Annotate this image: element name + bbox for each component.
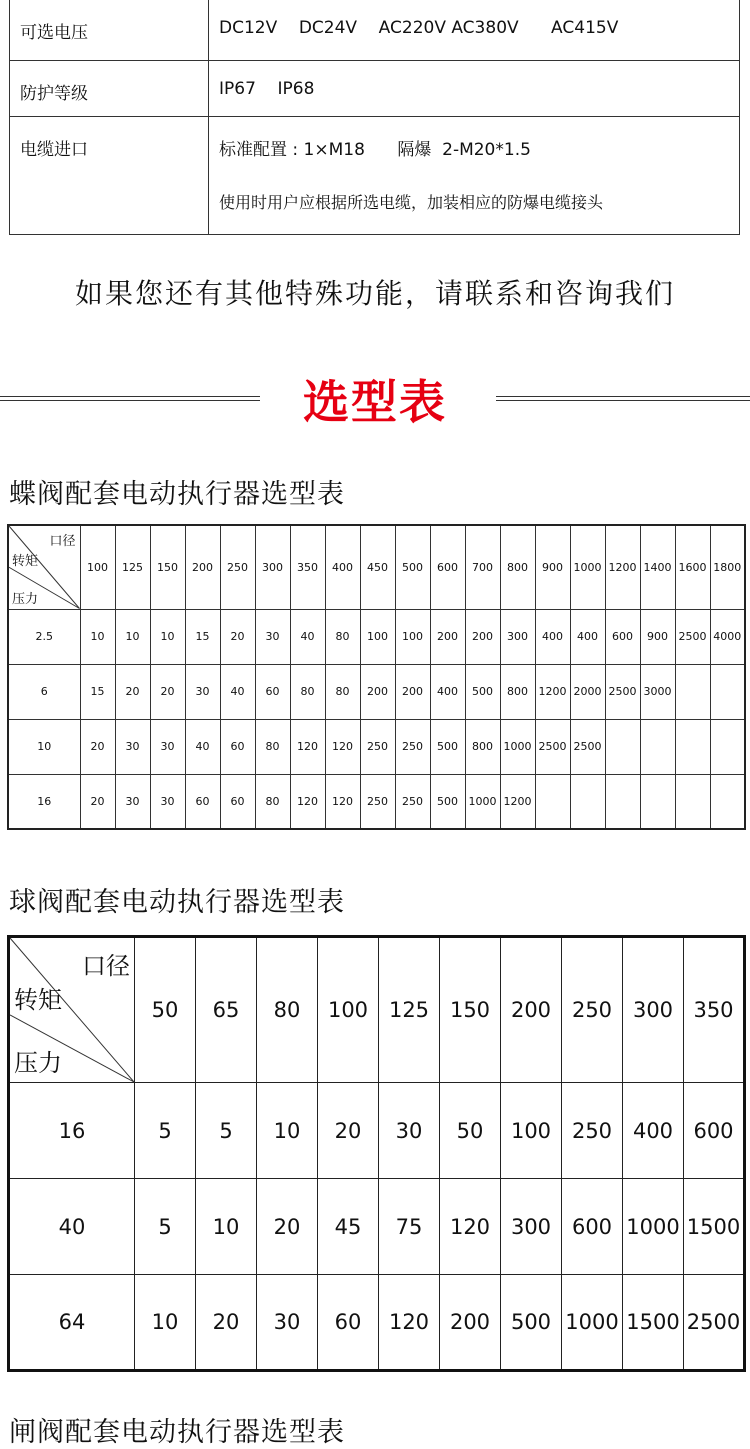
spec-row-voltage	[10, 0, 740, 60]
diameter-header: 800	[500, 525, 535, 609]
diameter-header: 150	[150, 525, 185, 609]
pressure-cell: 16	[9, 1083, 135, 1179]
spec-label: 可选电压	[10, 0, 209, 60]
table-row	[8, 664, 745, 719]
pressure-cell: 40	[9, 1179, 135, 1275]
ball-selection-table	[7, 935, 746, 1372]
torque-cell: 100	[360, 609, 395, 664]
torque-cell: 1500	[623, 1275, 684, 1371]
torque-cell: 5	[196, 1083, 257, 1179]
torque-cell: 30	[150, 774, 185, 829]
torque-cell: 200	[360, 664, 395, 719]
diameter-header: 500	[395, 525, 430, 609]
torque-cell: 60	[185, 774, 220, 829]
torque-cell: 500	[430, 774, 465, 829]
table-corner-header	[9, 937, 135, 1083]
diameter-header: 150	[440, 937, 501, 1083]
torque-cell: 30	[115, 719, 150, 774]
diameter-header: 80	[257, 937, 318, 1083]
torque-cell: 60	[220, 719, 255, 774]
torque-cell	[605, 774, 640, 829]
spec-value-cell	[209, 116, 740, 234]
torque-cell	[570, 774, 605, 829]
torque-cell: 20	[80, 719, 115, 774]
spec-value: 标准配置 : 1×M18 隔爆 2-M20*1.5	[219, 139, 531, 160]
torque-cell: 2500	[605, 664, 640, 719]
diameter-header: 350	[684, 937, 745, 1083]
torque-cell	[710, 719, 745, 774]
diameter-header: 250	[562, 937, 623, 1083]
torque-cell: 2500	[570, 719, 605, 774]
torque-cell: 30	[185, 664, 220, 719]
diameter-header: 400	[325, 525, 360, 609]
diameter-header: 900	[535, 525, 570, 609]
spec-value-note: 使用时用户应根据所选电缆，加装相应的防爆电缆接头	[219, 192, 604, 212]
torque-cell: 250	[562, 1083, 623, 1179]
butterfly-table-title: 蝶阀配套电动执行器选型表	[9, 479, 345, 510]
torque-cell: 20	[80, 774, 115, 829]
torque-cell: 120	[440, 1179, 501, 1275]
table-row	[8, 774, 745, 829]
pressure-cell: 16	[8, 774, 80, 829]
table-row	[9, 1179, 745, 1275]
torque-cell: 80	[325, 664, 360, 719]
torque-cell: 80	[290, 664, 325, 719]
torque-cell: 200	[465, 609, 500, 664]
torque-cell	[640, 774, 675, 829]
spec-label: 防护等级	[10, 60, 209, 116]
torque-cell: 100	[501, 1083, 562, 1179]
diameter-header: 100	[318, 937, 379, 1083]
table-corner-header	[8, 525, 80, 609]
diameter-header: 1000	[570, 525, 605, 609]
spec-value: DC12V DC24V AC220V AC380V AC415V	[209, 0, 740, 60]
torque-cell: 75	[379, 1179, 440, 1275]
spec-table	[9, 0, 740, 235]
torque-cell: 250	[360, 719, 395, 774]
diameter-header: 350	[290, 525, 325, 609]
torque-cell: 15	[185, 609, 220, 664]
torque-cell: 120	[290, 774, 325, 829]
torque-cell: 10	[135, 1275, 196, 1371]
diameter-header: 1800	[710, 525, 745, 609]
torque-cell: 4000	[710, 609, 745, 664]
torque-cell: 1200	[535, 664, 570, 719]
torque-cell: 30	[150, 719, 185, 774]
table-row	[8, 609, 745, 664]
torque-cell: 900	[640, 609, 675, 664]
torque-cell: 120	[325, 719, 360, 774]
table-row	[9, 1083, 745, 1179]
torque-cell: 300	[500, 609, 535, 664]
torque-cell: 60	[318, 1275, 379, 1371]
pressure-cell: 6	[8, 664, 80, 719]
torque-cell: 500	[430, 719, 465, 774]
torque-cell: 250	[395, 719, 430, 774]
torque-cell: 100	[395, 609, 430, 664]
torque-cell: 80	[255, 719, 290, 774]
torque-cell: 50	[440, 1083, 501, 1179]
torque-cell: 15	[80, 664, 115, 719]
torque-cell: 80	[255, 774, 290, 829]
torque-cell	[535, 774, 570, 829]
torque-cell	[710, 664, 745, 719]
corner-pressure-label: 压力	[12, 591, 39, 607]
torque-cell: 30	[255, 609, 290, 664]
torque-cell: 250	[360, 774, 395, 829]
torque-cell: 1200	[500, 774, 535, 829]
torque-cell: 120	[379, 1275, 440, 1371]
gate-table-title: 闸阀配套电动执行器选型表	[9, 1417, 345, 1448]
torque-cell: 40	[185, 719, 220, 774]
torque-cell: 600	[684, 1083, 745, 1179]
corner-diameter-label: 口径	[82, 952, 130, 980]
diameter-header: 300	[623, 937, 684, 1083]
diameter-header: 600	[430, 525, 465, 609]
torque-cell	[640, 719, 675, 774]
diameter-header: 300	[255, 525, 290, 609]
torque-cell: 200	[440, 1275, 501, 1371]
torque-cell	[605, 719, 640, 774]
diameter-header: 700	[465, 525, 500, 609]
torque-cell: 1000	[465, 774, 500, 829]
torque-cell: 5	[135, 1083, 196, 1179]
torque-cell: 20	[196, 1275, 257, 1371]
torque-cell	[675, 719, 710, 774]
table-row	[9, 1275, 745, 1371]
spec-label: 电缆进口	[10, 116, 209, 234]
torque-cell: 300	[501, 1179, 562, 1275]
torque-cell: 10	[196, 1179, 257, 1275]
torque-cell	[675, 774, 710, 829]
section-title: 选型表	[303, 375, 447, 429]
torque-cell: 2000	[570, 664, 605, 719]
diameter-header: 200	[501, 937, 562, 1083]
torque-cell: 30	[115, 774, 150, 829]
divider-right	[496, 396, 750, 401]
torque-cell: 60	[220, 774, 255, 829]
torque-cell: 800	[500, 664, 535, 719]
torque-cell: 1500	[684, 1179, 745, 1275]
corner-torque-label: 转矩	[14, 986, 62, 1014]
torque-cell: 500	[501, 1275, 562, 1371]
pressure-cell: 64	[9, 1275, 135, 1371]
corner-diameter-label: 口径	[49, 534, 76, 549]
torque-cell	[710, 774, 745, 829]
torque-cell: 30	[257, 1275, 318, 1371]
pressure-cell: 2.5	[8, 609, 80, 664]
diameter-header: 100	[80, 525, 115, 609]
torque-cell: 40	[220, 664, 255, 719]
torque-cell: 120	[325, 774, 360, 829]
contact-text: 如果您还有其他特殊功能，请联系和咨询我们	[74, 277, 675, 310]
torque-cell: 20	[115, 664, 150, 719]
torque-cell: 200	[430, 609, 465, 664]
torque-cell	[675, 664, 710, 719]
torque-cell: 20	[318, 1083, 379, 1179]
torque-cell: 10	[150, 609, 185, 664]
torque-cell: 20	[257, 1179, 318, 1275]
corner-pressure-label: 压力	[14, 1049, 62, 1077]
pressure-cell: 10	[8, 719, 80, 774]
torque-cell: 800	[465, 719, 500, 774]
spec-row-protection	[10, 60, 740, 116]
torque-cell: 600	[605, 609, 640, 664]
torque-cell: 10	[80, 609, 115, 664]
torque-cell: 1000	[562, 1275, 623, 1371]
ball-table-title: 球阀配套电动执行器选型表	[9, 887, 345, 918]
torque-cell: 1000	[500, 719, 535, 774]
torque-cell: 2500	[535, 719, 570, 774]
spec-row-cable	[10, 116, 740, 234]
diameter-header: 125	[379, 937, 440, 1083]
torque-cell: 30	[379, 1083, 440, 1179]
torque-cell: 120	[290, 719, 325, 774]
diameter-header: 1600	[675, 525, 710, 609]
diameter-header: 1400	[640, 525, 675, 609]
torque-cell: 2500	[684, 1275, 745, 1371]
torque-cell: 20	[150, 664, 185, 719]
torque-cell: 60	[255, 664, 290, 719]
corner-torque-label: 转矩	[12, 554, 39, 569]
diameter-header: 65	[196, 937, 257, 1083]
diameter-header: 450	[360, 525, 395, 609]
spec-value: IP67 IP68	[209, 60, 740, 116]
torque-cell: 250	[395, 774, 430, 829]
torque-cell: 3000	[640, 664, 675, 719]
torque-cell: 1000	[623, 1179, 684, 1275]
diameter-header: 200	[185, 525, 220, 609]
torque-cell: 500	[465, 664, 500, 719]
diameter-header: 125	[115, 525, 150, 609]
torque-cell: 400	[570, 609, 605, 664]
torque-cell: 10	[115, 609, 150, 664]
torque-cell: 2500	[675, 609, 710, 664]
torque-cell: 10	[257, 1083, 318, 1179]
torque-cell: 40	[290, 609, 325, 664]
torque-cell: 80	[325, 609, 360, 664]
butterfly-selection-table	[7, 524, 746, 830]
torque-cell: 400	[623, 1083, 684, 1179]
torque-cell: 600	[562, 1179, 623, 1275]
torque-cell: 45	[318, 1179, 379, 1275]
torque-cell: 5	[135, 1179, 196, 1275]
table-row	[8, 719, 745, 774]
torque-cell: 200	[395, 664, 430, 719]
torque-cell: 20	[220, 609, 255, 664]
diameter-header: 1200	[605, 525, 640, 609]
diameter-header: 50	[135, 937, 196, 1083]
torque-cell: 400	[430, 664, 465, 719]
torque-cell: 400	[535, 609, 570, 664]
diameter-header: 250	[220, 525, 255, 609]
